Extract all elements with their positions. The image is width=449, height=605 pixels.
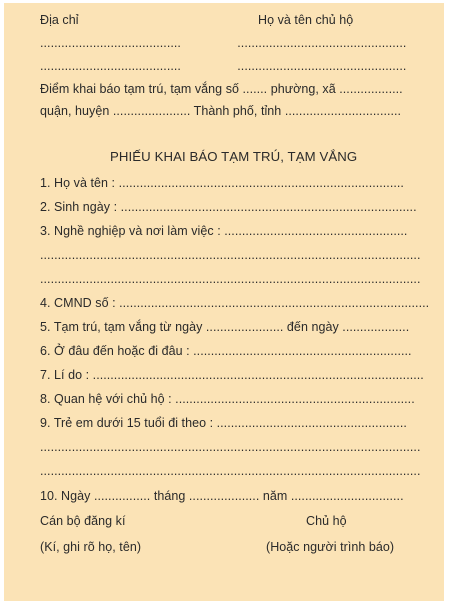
address-dots-row-1: ........................................ ................................................ — [40, 36, 407, 50]
field-accompanying-children: 9. Trẻ em dưới 15 tuổi đi theo : ...................................................... — [40, 416, 407, 430]
field-date: 10. Ngày ................ tháng .................... năm ................................ — [40, 489, 404, 503]
officer-signature-note: (Kí, ghi rõ họ, tên) — [40, 540, 142, 554]
address-dots-row-2: ........................................ ................................................ — [40, 59, 407, 73]
field-stay-period: 5. Tạm trú, tạm vắng từ ngày ...................... đến ngày ................... — [40, 320, 410, 334]
form-title: PHIẾU KHAI BÁO TẠM TRÚ, TẠM VẮNG — [110, 149, 358, 164]
field-date-of-birth: 2. Sinh ngày : .................................................................................... — [40, 200, 417, 214]
form-sheet — [4, 3, 444, 601]
address-label: Địa chỉ — [40, 13, 79, 27]
field-occupation: 3. Nghề nghiệp và nơi làm việc : .................................................... — [40, 224, 408, 238]
field-reason: 7. Lí do : .............................................................................................. — [40, 368, 424, 382]
field-id-number: 4. CMND số : ........................................................................................ — [40, 296, 430, 310]
householder-name-label: Họ và tên chủ hộ — [258, 13, 354, 27]
declaration-place-line-1: Điểm khai báo tạm trú, tạm vắng số ....... phường, xã .................. — [40, 82, 403, 96]
householder-signature-label: Chủ hộ — [306, 514, 347, 528]
declaration-place-line-2: quận, huyện ...................... Thành phố, tỉnh ................................. — [40, 104, 402, 118]
field-relationship: 8. Quan hệ với chủ hộ : .................................................................... — [40, 392, 415, 406]
officer-label: Cán bộ đăng kí — [40, 514, 126, 528]
field-occupation-continued-2: ............................................................................................................ — [40, 272, 421, 286]
field-occupation-continued-1: ............................................................................................................ — [40, 248, 421, 262]
field-full-name: 1. Họ và tên : ................................................................................. — [40, 176, 404, 190]
field-children-continued-2: ............................................................................................................ — [40, 464, 421, 478]
field-origin-destination: 6. Ở đâu đến hoặc đi đâu : .............................................................. — [40, 344, 412, 358]
field-children-continued-1: ............................................................................................................ — [40, 440, 421, 454]
householder-signature-note: (Hoặc người trình báo) — [266, 540, 395, 554]
